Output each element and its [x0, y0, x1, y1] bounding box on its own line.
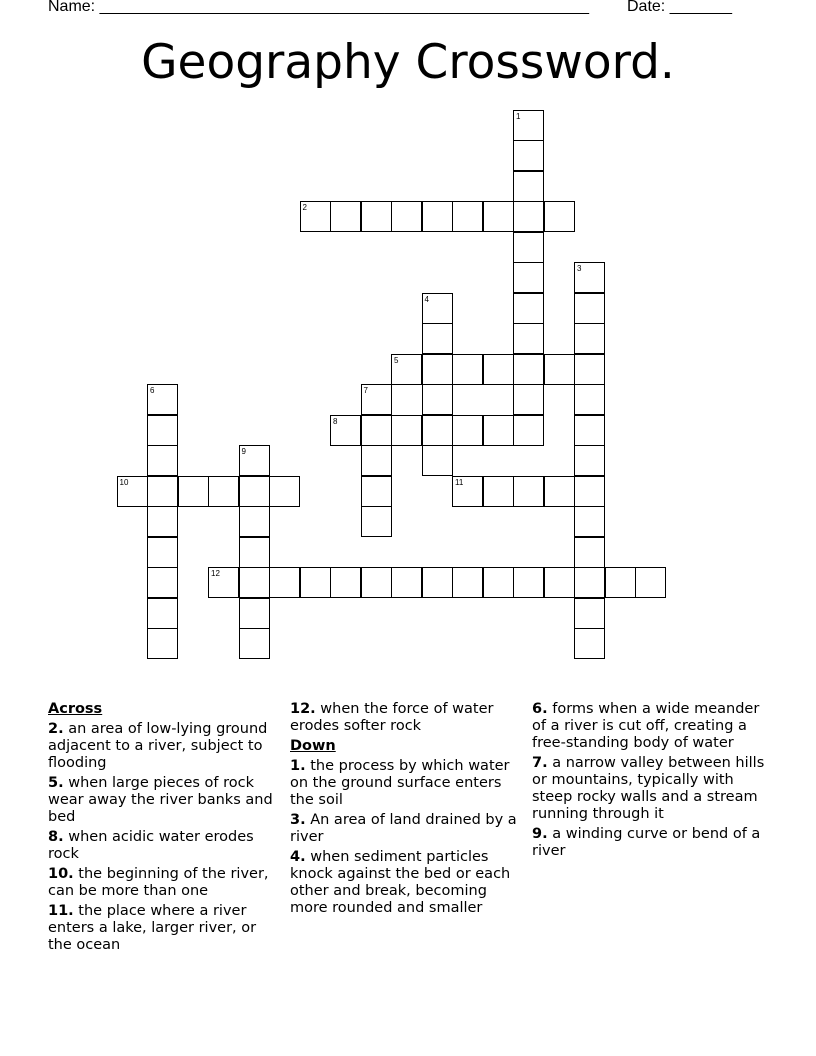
grid-cell[interactable]	[574, 567, 605, 598]
grid-cell[interactable]	[147, 537, 178, 568]
grid-cell[interactable]	[483, 476, 514, 507]
grid-cell[interactable]	[239, 445, 270, 476]
grid-cell[interactable]	[239, 537, 270, 568]
clue-number: 4	[424, 294, 429, 304]
date-field-line[interactable]: Date: _______	[627, 0, 732, 15]
grid-cell[interactable]	[422, 384, 453, 415]
grid-cell[interactable]	[269, 476, 300, 507]
grid-cell[interactable]	[361, 415, 392, 446]
grid-cell[interactable]	[574, 354, 605, 385]
grid-cell[interactable]	[147, 384, 178, 415]
grid-cell[interactable]	[422, 445, 453, 476]
grid-cell[interactable]	[330, 415, 361, 446]
grid-cell[interactable]	[574, 598, 605, 629]
grid-cell[interactable]	[422, 323, 453, 354]
grid-cell[interactable]	[513, 262, 544, 293]
grid-cell[interactable]	[483, 354, 514, 385]
grid-cell[interactable]	[147, 445, 178, 476]
grid-cell[interactable]	[239, 506, 270, 537]
grid-cell[interactable]	[513, 323, 544, 354]
grid-cell[interactable]	[422, 567, 453, 598]
grid-cell[interactable]	[574, 476, 605, 507]
across-clue-2: 2. an area of low-lying ground adjacent to a river, subject to flooding	[48, 721, 268, 771]
across-clue-10: 10. the beginning of the river, can be more than one	[48, 866, 269, 899]
grid-cell[interactable]	[147, 476, 178, 507]
down-clue-9: 9. a winding curve or bend of a river	[532, 826, 761, 859]
grid-cell[interactable]	[635, 567, 666, 598]
clues-column-2	[290, 701, 526, 920]
clues-column-1	[48, 701, 278, 957]
across-clue-12: 12. when the force of water erodes softer rock	[290, 701, 494, 734]
grid-cell[interactable]	[452, 201, 483, 232]
across-heading: Across	[48, 701, 103, 717]
clue-number: 1	[516, 111, 521, 121]
name-field-line[interactable]: Name: _______________________________________________________	[48, 0, 589, 15]
grid-cell[interactable]	[574, 323, 605, 354]
grid-cell[interactable]	[483, 201, 514, 232]
grid-cell[interactable]	[544, 201, 575, 232]
grid-cell[interactable]	[513, 415, 544, 446]
grid-cell[interactable]	[513, 567, 544, 598]
grid-cell[interactable]	[422, 293, 453, 324]
grid-cell[interactable]	[330, 201, 361, 232]
grid-cell[interactable]	[391, 354, 422, 385]
grid-cell[interactable]	[147, 628, 178, 659]
grid-cell[interactable]	[513, 110, 544, 141]
grid-cell[interactable]	[361, 567, 392, 598]
grid-cell[interactable]	[178, 476, 209, 507]
down-clue-6: 6. forms when a wide meander of a river is cut off, creating a free-standing body of water	[532, 701, 760, 751]
grid-cell[interactable]	[361, 476, 392, 507]
clue-number: 11	[455, 477, 464, 487]
grid-cell[interactable]	[361, 201, 392, 232]
grid-cell[interactable]	[422, 201, 453, 232]
grid-cell[interactable]	[513, 171, 544, 202]
grid-cell[interactable]	[452, 415, 483, 446]
grid-cell[interactable]	[574, 262, 605, 293]
grid-cell[interactable]	[574, 628, 605, 659]
down-clue-1: 1. the process by which water on the ground surface enters the soil	[290, 758, 510, 808]
grid-cell[interactable]	[147, 598, 178, 629]
grid-cell[interactable]	[391, 567, 422, 598]
clue-number: 5	[394, 355, 399, 365]
grid-cell[interactable]	[483, 415, 514, 446]
grid-cell[interactable]	[208, 476, 239, 507]
grid-cell[interactable]	[422, 354, 453, 385]
grid-cell[interactable]	[574, 506, 605, 537]
clue-number: 7	[363, 386, 368, 395]
grid-cell[interactable]	[239, 628, 270, 659]
grid-cell[interactable]	[361, 445, 392, 476]
grid-cell[interactable]	[574, 415, 605, 446]
grid-cell[interactable]	[513, 476, 544, 507]
grid-cell[interactable]	[361, 506, 392, 537]
grid-cell[interactable]	[422, 415, 453, 446]
grid-cell[interactable]	[513, 201, 544, 232]
grid-cell[interactable]	[574, 445, 605, 476]
clue-number: 6	[150, 386, 155, 395]
grid-cell[interactable]	[452, 354, 483, 385]
grid-cell[interactable]	[117, 476, 148, 507]
grid-cell[interactable]	[513, 232, 544, 263]
grid-cell[interactable]	[361, 384, 392, 415]
clue-number: 10	[119, 477, 129, 487]
clue-number: 2	[302, 203, 307, 212]
clue-number: 3	[577, 264, 582, 273]
grid-cell[interactable]	[239, 598, 270, 629]
grid-cell[interactable]	[513, 384, 544, 415]
grid-cell[interactable]	[513, 140, 544, 171]
grid-cell[interactable]	[544, 567, 575, 598]
across-clue-11: 11. the place where a river enters a lake, larger river, or the ocean	[48, 903, 257, 953]
grid-cell[interactable]	[239, 476, 270, 507]
down-clue-4: 4. when sediment particles knock against the bed or each other and break, becoming more rounded and smaller	[290, 849, 511, 916]
clues-column-3	[532, 701, 768, 863]
grid-cell[interactable]	[452, 567, 483, 598]
grid-cell[interactable]	[574, 293, 605, 324]
grid-cell[interactable]	[208, 567, 239, 598]
grid-cell[interactable]	[147, 415, 178, 446]
grid-cell[interactable]	[605, 567, 636, 598]
grid-cell[interactable]	[513, 354, 544, 385]
grid-cell[interactable]	[544, 476, 575, 507]
down-clue-7: 7. a narrow valley between hills or mountains, typically with steep rocky walls and a stream running through it	[532, 755, 765, 822]
grid-cell[interactable]	[391, 415, 422, 446]
grid-cell[interactable]	[574, 537, 605, 568]
across-clue-8: 8. when acidic water erodes rock	[48, 829, 254, 862]
down-heading: Down	[290, 738, 336, 754]
grid-cell[interactable]	[452, 476, 483, 507]
across-clue-5: 5. when large pieces of rock wear away the river banks and bed	[48, 775, 273, 825]
grid-cell[interactable]	[330, 567, 361, 598]
clue-number: 9	[241, 447, 246, 456]
page-title: Geography Crossword.	[141, 35, 675, 90]
clue-number: 12	[211, 569, 220, 578]
grid-cell[interactable]	[147, 567, 178, 598]
grid-cell[interactable]	[239, 567, 270, 598]
grid-cell[interactable]	[574, 384, 605, 415]
down-clue-3: 3. An area of land drained by a river	[290, 812, 517, 845]
clue-number: 8	[333, 416, 338, 426]
grid-cell[interactable]	[483, 567, 514, 598]
grid-cell[interactable]	[269, 567, 300, 598]
grid-cell[interactable]	[513, 293, 544, 324]
grid-cell[interactable]	[300, 201, 331, 232]
grid-cell[interactable]	[544, 354, 575, 385]
grid-cell[interactable]	[300, 567, 331, 598]
grid-cell[interactable]	[147, 506, 178, 537]
grid-cell[interactable]	[391, 201, 422, 232]
